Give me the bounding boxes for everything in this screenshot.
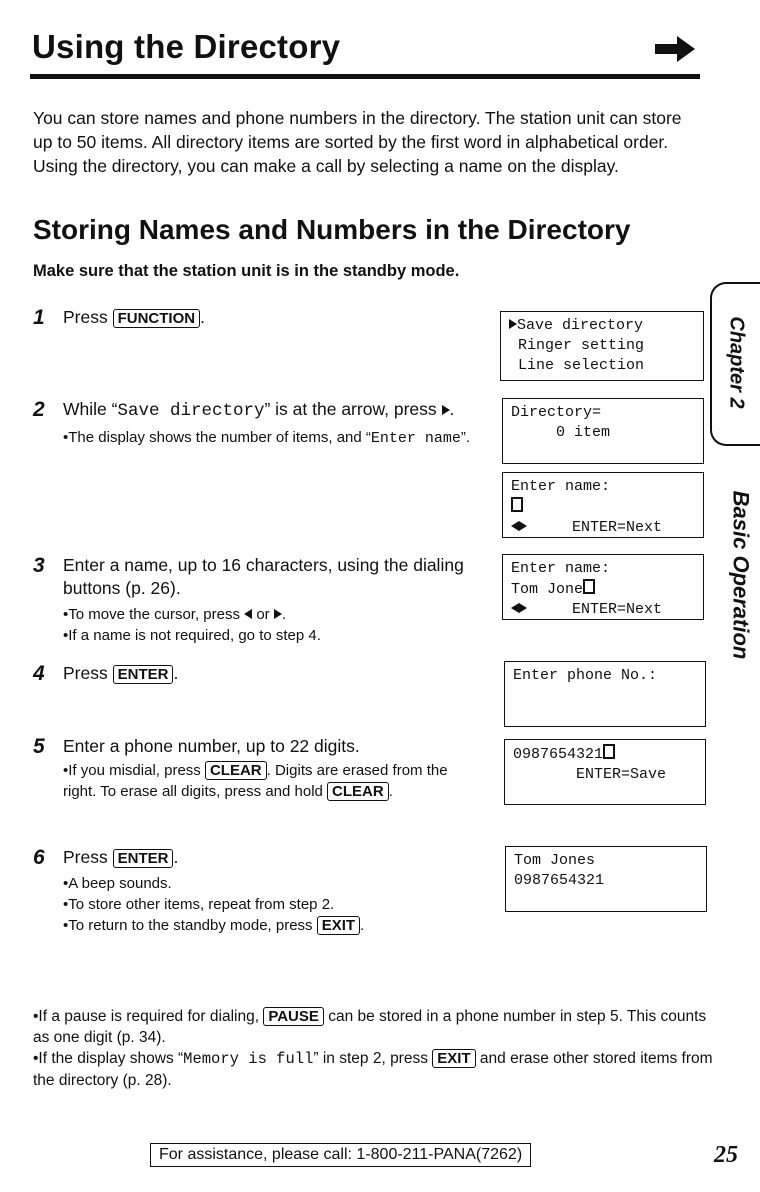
- step-text: Press ENTER .: [63, 663, 179, 683]
- step-text: While “Save directory” is at the arrow, press .: [63, 399, 455, 421]
- step-number: 6: [33, 846, 45, 869]
- step-text: Press ENTER .: [63, 847, 179, 867]
- display-menu: Save directory Ringer setting Line selection: [500, 311, 704, 381]
- note-memory-full: •If the display shows “Memory is full” in step 2, press EXIT and erase other stored items from the directory (p. 28).: [33, 1050, 713, 1089]
- right-arrow-icon: [442, 405, 450, 415]
- right-arrow-icon: [519, 521, 527, 531]
- chapter-label: Chapter 2: [725, 315, 748, 409]
- intro-paragraph: You can store names and phone numbers in the directory. The station unit can store up to 50 items. All directory items are sorted by the first word in alphabetical order. Using the directory, you can make a call by selecting a name on the display.: [33, 108, 682, 176]
- step-bullet: •To return to the standby mode, press EXIT .: [63, 917, 365, 934]
- display-phone-entered: 0987654321 ENTER=Save: [504, 739, 706, 805]
- left-arrow-icon: [511, 521, 519, 531]
- right-arrow-icon: [274, 609, 282, 619]
- section-title: Storing Names and Numbers in the Directory: [33, 214, 631, 245]
- enter-key: ENTER: [113, 849, 174, 868]
- title-rule: [30, 74, 700, 79]
- step-4: [33, 662, 483, 685]
- step-text: Press FUNCTION .: [63, 307, 205, 327]
- page-title: Using the Directory: [32, 28, 341, 65]
- step-text: Enter a name, up to 16 characters, using the dialing buttons (p. 26).: [63, 555, 464, 598]
- right-arrow-icon: [519, 603, 527, 613]
- step-1: [33, 306, 483, 329]
- exit-key: EXIT: [317, 916, 360, 935]
- cursor-block-icon: [511, 497, 523, 512]
- function-key: FUNCTION: [113, 309, 201, 328]
- left-arrow-icon: [244, 609, 252, 619]
- step-bullet: •If a name is not required, go to step 4.: [63, 627, 321, 644]
- exit-key: EXIT: [432, 1049, 475, 1068]
- step-number: 4: [33, 662, 45, 685]
- left-arrow-icon: [511, 603, 519, 613]
- step-6: [33, 846, 483, 936]
- step-bullet: •To store other items, repeat from step 2.: [63, 896, 335, 913]
- display-directory-count: Directory= 0 item: [502, 398, 704, 464]
- assistance-footer: For assistance, please call: 1-800-211-PANA(7262): [150, 1143, 531, 1167]
- step-bullet: •If you misdial, press CLEAR . Digits are erased from the right. To erase all digits, press and hold CLEAR .: [63, 762, 448, 800]
- step-number: 1: [33, 306, 45, 329]
- section-label: Basic Operation: [728, 490, 753, 660]
- clear-key: CLEAR: [205, 761, 267, 780]
- clear-key: CLEAR: [327, 782, 389, 801]
- pause-key: PAUSE: [263, 1007, 324, 1026]
- page-number: 25: [714, 1142, 738, 1168]
- step-number: 3: [33, 554, 45, 577]
- step-bullet: •To move the cursor, press or .: [63, 606, 287, 623]
- step-3: [33, 554, 483, 646]
- enter-key: ENTER: [113, 665, 174, 684]
- cursor-arrow-icon: [509, 319, 517, 329]
- step-number: 5: [33, 735, 45, 758]
- cursor-block-icon: [583, 579, 595, 594]
- display-stored-entry: Tom Jones 0987654321: [505, 846, 707, 912]
- step-text: Enter a phone number, up to 22 digits.: [63, 736, 360, 756]
- step-5: [33, 735, 483, 802]
- section-subtitle: Make sure that the station unit is in the standby mode.: [33, 262, 460, 280]
- display-name-entered: Enter name: Tom Jone ENTER=Next: [502, 554, 704, 620]
- step-2: [33, 398, 483, 449]
- step-bullet: •The display shows the number of items, and “Enter name”.: [63, 429, 471, 447]
- note-pause: •If a pause is required for dialing, PAUSE can be stored in a phone number in step 5. This counts as one digit (p. 34).: [33, 1008, 707, 1046]
- cursor-block-icon: [603, 744, 615, 759]
- continue-arrow-icon: [655, 36, 695, 62]
- display-enter-phone: Enter phone No.:: [504, 661, 706, 727]
- step-number: 2: [33, 398, 45, 421]
- display-enter-name: Enter name: ENTER=Next: [502, 472, 704, 538]
- step-bullet: •A beep sounds.: [63, 875, 172, 892]
- notes: [33, 1006, 713, 1091]
